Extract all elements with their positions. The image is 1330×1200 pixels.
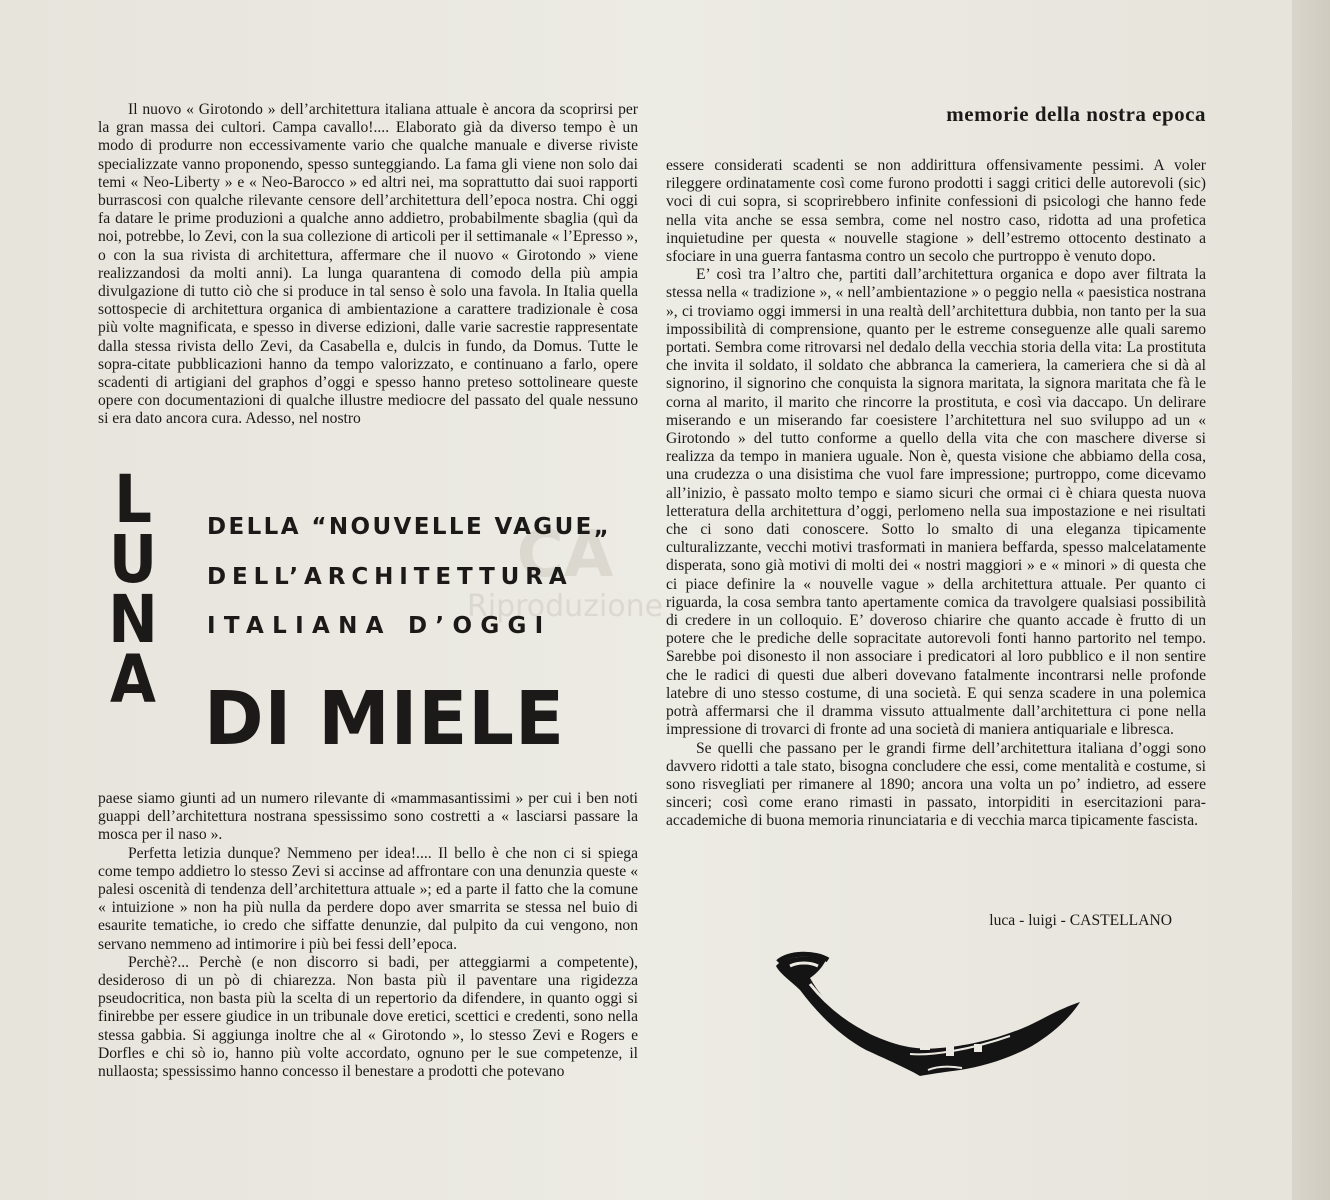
subtitle-line-1: DELLA “NOUVELLE VAGUE„ [207, 514, 612, 540]
watermark-text: Riproduzione [466, 589, 664, 624]
subtitle-line-2: DELL’ARCHITETTURA [207, 564, 573, 590]
page-spine [1292, 0, 1330, 1200]
title-letter: A [110, 641, 156, 718]
right-column [666, 157, 1206, 831]
title-letter: L [114, 461, 152, 538]
paragraph: Perfetta letizia dunque? Nemmeno per idea!.... Il bello è che non ci si spiega come tempo addietro lo stesso Zevi si accinse ad affrontare con una denunzia queste « palesi oscenità di tendenza dell’architettura attuale »; ed a parte il fatto che la comune « intuizione » non ha più nulla da perdere dopo aver smarrita se stessa nel buio di esaurite tematiche, io credo che siffatte denunzie, dal pulpito da cui vengono, non servano nemmeno ad intimorire i più bei fessi dell’epoca. [98, 844, 638, 953]
paragraph: Il nuovo « Girotondo » dell’architettura italiana attuale è ancora da scoprirsi per la gran massa dei cultori. Campa cavallo!.... Elaborato già da diverso tempo è un modo di produrre non eccessivamente vario che qualche manuale e diverse riviste specializzate vanno proponendo, spesso sunteggiando. La fama gli viene non solo dai temi « Neo-Liberty » e « Neo-Barocco » ed altri nei, ma soprattutto dai suoi rapporti burrascosi con qualche rilevante censore dell’architettura dell’epoca nostra. Chi oggi fa datare le prime produzioni a qualche anno addietro, probabilmente sbaglia (quì da noi, potrebbe, lo Zevi, con la sua collezione di articoli per il settimanale « l’Epresso », o con la sua rivista di architettura, affermare che il nuovo « Girotondo » viene realizzandosi da molti anni). La lunga quarantena di comodo della più ampia divulgazione di tutto ciò che si produce in tal senso è solo una favola. In Italia quella sottospecie di architettura organica di ambientazione a carattere tradizionale è cosa più volte magnificata, e spesso in diverse edizioni, dalle varie sacrestie rappresentate dalla stessa rivista dello Zevi, da Casabella e, dulcis in fundo, da Domus. Tutte le sopra-citate pubblicazioni hanno da tempo valorizzato, e continuano a farlo, opere scadenti di artigiani del graphos d’oggi e spesso hanno preteso sottolineare queste opere con documentazioni di qualche illustre mediocre del passato del quale nessuno si era dato ancora cura. Adesso, nel nostro [98, 101, 638, 428]
paragraph: E’ così tra l’altro che, partiti dall’architettura organica e dopo aver filtrata la stessa nella « tradizione », « nell’ambientazione » o peggio nella « paesistica nostrana », ci troviamo oggi immersi in una realtà dell’architettura dubbia, non tanto per la sua impossibilità di comprensione, quanto per le estreme conseguenze alle quali saremo portati. Sembra come ritrovarsi nel dedalo della vecchia storia della vita: La prostituta che invita il soldato, il soldato che abbranca la cameriera, la cameriera che si dà al signorino, il signorino che conquista la signora maritata, la signora maritata che fà le corna al marito, il marito che rincorre la prostituta, e così via daccapo. Un delirare miserando e un miserando far coesistere l’architettura nel suo sviluppo ad un « Girotondo » del tutto conforme a quello della vita che con maschere diverse si realizza da tempo in maniera uguale. Non è, questa visione che abbiamo della cosa, una crudezza o una disistima che vuol fare impressione; purtroppo, come dicevamo all’inizio, è passato molto tempo e siamo sicuri che ormai ci è chiara questa nuova letteratura della architettura d’oggi, perlomeno nella sua impostazione e nei risultati che ci sono dati conoscere. Sotto lo smalto di una eleganza tipicamente culturalizzante, vecchi motivi trasformati in maniera beffarda, spesso malcelatamente disperata, sono già motivi di molti dei « nostri maggiori » e « minori » di questa che ci piace definire la « nouvelle vague » della architettura attuale. Per quanto ci riguarda, la cosa sembra tanto apertamente comica da travolgere qualsiasi possibilità di credere in un colloquio. E’ doveroso chiarire che quanto accade è frutto di un potere che le prediche delle sopracitate autorevoli fonti hanno partorito nel tempo. Sarebbe poi disonesto il non associare i predicatori al loro pubblico e il non sentire che le radici di questi due alberi dovevano fatalmente incontrarsi nelle profonde latebre di uno stesso costume, di una società. E qui senza scadere in una polemica potrà affermarsi che il dramma vissuto attualmente dall’architettura ci pone nella impressione di trovarci di fronte ad una società di maniera antiquariale e libresca. [666, 266, 1206, 739]
main-title: DI MIELE [204, 676, 565, 762]
paragraph: Perchè?... Perchè (e non discorro si badi, per atteggiarmi a competente), desideroso di un pò di chiarezza. Non basta più il paventare una rigidezza pseudocritica, non basta più la scelta di un repertorio da difendere, in quanto oggi si finirebbe per essere giudice in un tribunale dove eretici, scettici e credenti, sono nella stessa gabbia. Si aggiunga inoltre che al « Girotondo », lo stesso Zevi e Rogers e Dorfles e chi sò io, hanno più volte accordato, ognuno per le sue competenze, il nullaosta; spessissimo hanno concesso il benestare a prodotti che potevano [98, 953, 638, 1081]
subtitle-line-3: ITALIANA D’OGGI [207, 613, 552, 639]
vertical-title [103, 461, 163, 718]
pipe-icon [770, 950, 1090, 1080]
title-letter: U [108, 521, 158, 598]
section-title: memorie della nostra epoca [946, 102, 1206, 126]
paragraph: essere considerati scadenti se non addirittura offensivamente pessimi. A voler rileggere ordinatamente così come furono prodotti i saggi critici delle autorevoli (sic) voci di cui sopra, si scoprirebbero infinite confessioni di psicologi che hanno fede nella vita anche se essa sembra, come nel nostro caso, ridotta ad una profetica inquietudine per questa « nouvelle stagione » dell’estremo ottocento destinato a sfociare in una guerra fantasma contro un secolo che purtroppo è venuto dopo. [666, 157, 1206, 266]
title-letter: N [108, 581, 158, 658]
author-signature: luca - luigi - CASTELLANO [989, 912, 1172, 929]
left-column-top [98, 101, 638, 429]
paragraph: Se quelli che passano per le grandi firme dell’architettura italiana d’oggi sono davvero ridotti a tale stato, bisogna concludere che essi, come mentalità e costume, si sono risvegliati per rimanere al 1890; ancora una volta un po’ indietro, ad essere sinceri; così come erano rimasti in passato, intorpiditi in esercitazioni para-accademiche di buona memoria rinunciataria e di vecchia marca tipicamente fascista. [666, 739, 1206, 830]
watermark-logo: CA [516, 518, 614, 592]
paragraph: paese siamo giunti ad un numero rilevante di «mammasantissimi » per cui i ben noti guappi dell’architettura nostrana spessissimo sono costretti a « lasciarsi passare la mosca per il naso ». [98, 790, 638, 844]
left-column-bottom [98, 790, 638, 1081]
watermark [445, 520, 685, 660]
